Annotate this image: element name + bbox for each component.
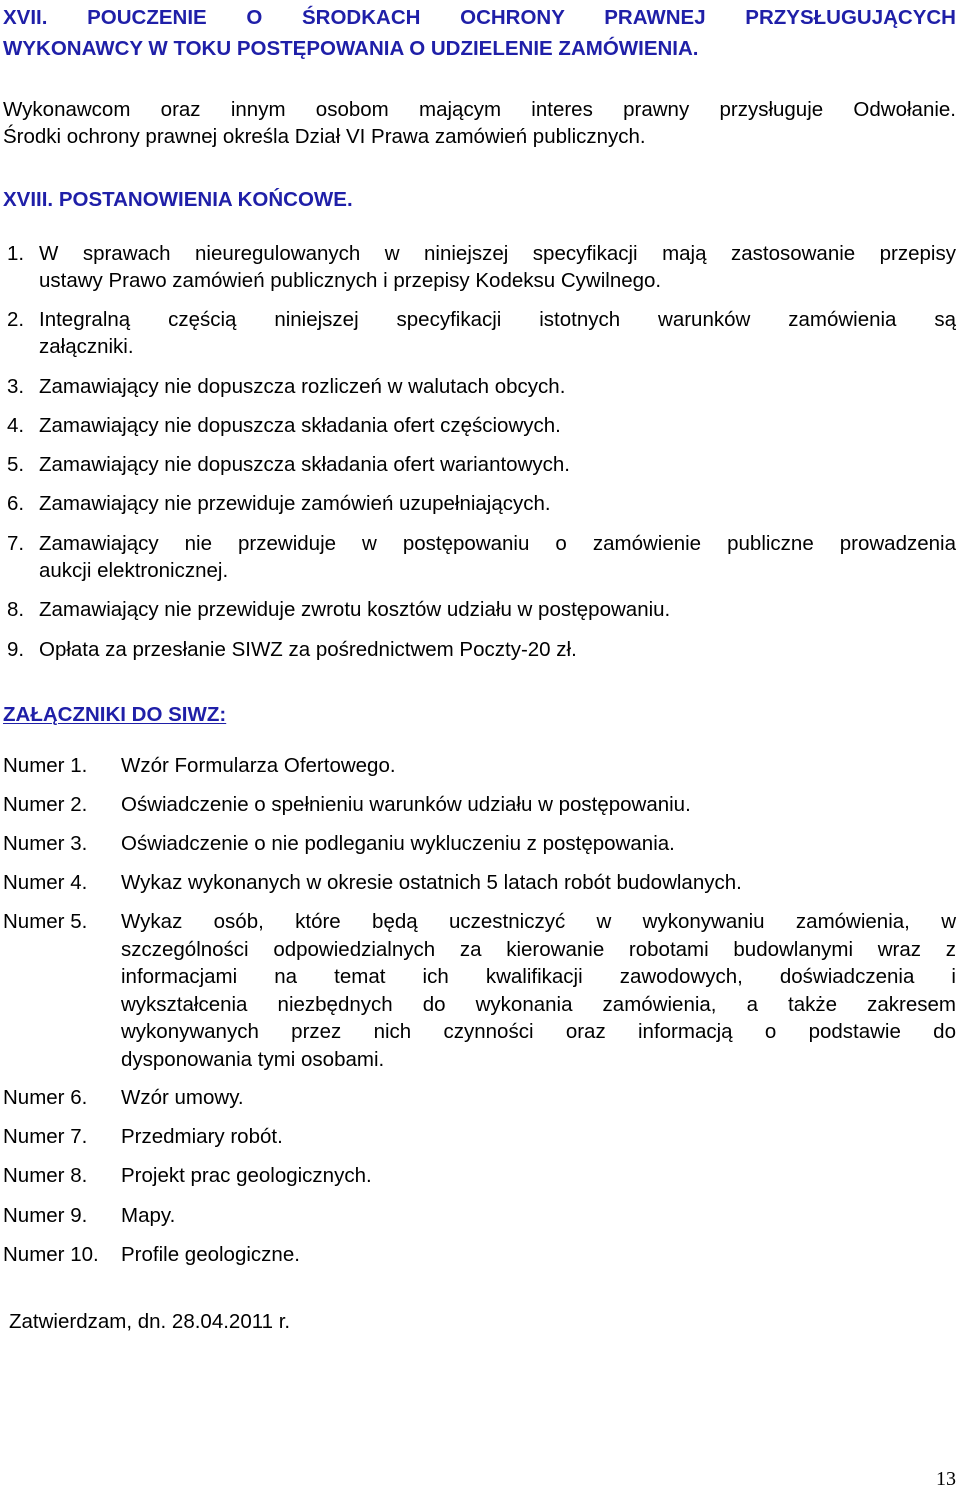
item-line: aukcji elektronicznej.	[39, 559, 229, 582]
attachments-heading: ZAŁĄCZNIKI DO SIWZ:	[3, 703, 227, 726]
approval-line: Zatwierdzam, dn. 28.04.2011 r.	[9, 1310, 291, 1333]
attachment-line: Przedmiary robót.	[121, 1125, 283, 1148]
item-line: Zamawiający nie przewiduje zwrotu kosztów udziału w postępowaniu.	[39, 598, 671, 621]
provision-item	[3, 636, 956, 663]
attachment-line: wykonywanych przez nich czynności oraz informacją o podstawie do	[121, 1020, 956, 1043]
attachment-item	[3, 1123, 956, 1151]
provision-item	[3, 530, 956, 584]
section-17-paragraph	[3, 96, 956, 150]
attachment-line: dysponowania tymi osobami.	[121, 1047, 385, 1071]
page-number: 13	[936, 1468, 956, 1490]
attachment-number: Numer 6.	[3, 1086, 88, 1109]
item-number: 6.	[7, 492, 25, 515]
attachment-number: Numer 5.	[3, 910, 88, 933]
section-18-heading: XVIII. POSTANOWIENIA KOŃCOWE.	[3, 188, 353, 211]
attachment-number: Numer 7.	[3, 1125, 88, 1148]
attachment-item	[3, 1202, 956, 1230]
attachment-line: informacjami na temat ich kwalifikacji zawodowych, doświadczenia i	[121, 965, 956, 988]
item-number: 1.	[7, 242, 25, 265]
attachment-number: Numer 9.	[3, 1204, 88, 1227]
item-number: 2.	[7, 308, 25, 331]
attachment-line: wykształcenia niezbędnych do wykonania zamówienia, a także zakresem	[121, 992, 956, 1016]
attachment-item	[3, 752, 956, 780]
attachment-line: Oświadczenie o spełnieniu warunków udziału w postępowaniu.	[121, 793, 691, 816]
attachment-item	[3, 791, 956, 819]
item-number: 8.	[7, 598, 25, 621]
attachment-number: Numer 3.	[3, 832, 88, 855]
attachment-line: szczególności odpowiedzialnych za kierowanie robotami budowlanymi wraz z	[121, 937, 956, 961]
item-line: załączniki.	[39, 335, 134, 358]
attachment-line: Wzór umowy.	[121, 1086, 244, 1109]
paragraph-line: Środki ochrony prawnej określa Dział VI Prawa zamówień publicznych.	[3, 125, 646, 148]
attachment-number: Numer 8.	[3, 1164, 88, 1187]
provision-item	[3, 451, 956, 478]
provision-item	[3, 240, 956, 294]
item-number: 5.	[7, 453, 25, 476]
attachment-line: Oświadczenie o nie podleganiu wykluczeniu z postępowania.	[121, 832, 675, 855]
item-number: 9.	[7, 638, 25, 661]
item-line: Zamawiający nie przewiduje zamówień uzupełniających.	[39, 492, 551, 515]
attachment-line: Projekt prac geologicznych.	[121, 1164, 372, 1187]
item-line: Zamawiający nie dopuszcza rozliczeń w walutach obcych.	[39, 375, 566, 398]
attachment-item	[3, 1241, 956, 1269]
heading-line: WYKONAWCY W TOKU POSTĘPOWANIA O UDZIELENIE ZAMÓWIENIA.	[3, 37, 699, 60]
item-line: Zamawiający nie dopuszcza składania ofert częściowych.	[39, 414, 561, 437]
provision-item	[3, 490, 956, 517]
attachment-item	[3, 830, 956, 858]
attachment-number: Numer 4.	[3, 871, 88, 894]
provision-item	[3, 412, 956, 439]
paragraph-line: Wykonawcom oraz innym osobom mającym interes prawny przysługuje Odwołanie.	[3, 98, 956, 121]
item-line: ustawy Prawo zamówień publicznych i przepisy Kodeksu Cywilnego.	[39, 269, 662, 292]
heading-line: XVII. POUCZENIE O ŚRODKACH OCHRONY PRAWNEJ PRZYSŁUGUJĄCYCH	[3, 6, 956, 29]
item-line: Integralną częścią niniejszej specyfikacji istotnych warunków zamówienia są	[39, 308, 956, 331]
item-line: Zamawiający nie dopuszcza składania ofert wariantowych.	[39, 453, 570, 476]
provision-item	[3, 373, 956, 400]
provision-item	[3, 306, 956, 360]
attachment-line: Mapy.	[121, 1204, 176, 1227]
attachment-number: Numer 10.	[3, 1243, 99, 1266]
attachment-line: Wzór Formularza Ofertowego.	[121, 754, 396, 777]
attachment-item	[3, 869, 956, 897]
attachment-item	[3, 908, 956, 1073]
attachment-line: Profile geologiczne.	[121, 1243, 300, 1266]
item-number: 4.	[7, 414, 25, 437]
item-line: Opłata za przesłanie SIWZ za pośrednictwem Poczty-20 zł.	[39, 638, 577, 661]
item-number: 7.	[7, 532, 25, 555]
attachment-line: Wykaz osób, które będą uczestniczyć w wykonywaniu zamówienia, w	[121, 910, 956, 933]
provision-item	[3, 596, 956, 623]
attachment-number: Numer 2.	[3, 793, 88, 816]
section-17-heading	[3, 2, 956, 64]
attachment-line: Wykaz wykonanych w okresie ostatnich 5 latach robót budowlanych.	[121, 871, 742, 894]
attachment-number: Numer 1.	[3, 754, 88, 777]
attachment-item	[3, 1162, 956, 1190]
attachment-item	[3, 1084, 956, 1112]
item-line: Zamawiający nie przewiduje w postępowaniu o zamówienie publiczne prowadzenia	[39, 532, 956, 555]
item-line: W sprawach nieuregulowanych w niniejszej specyfikacji mają zastosowanie przepisy	[39, 242, 956, 265]
item-number: 3.	[7, 375, 25, 398]
